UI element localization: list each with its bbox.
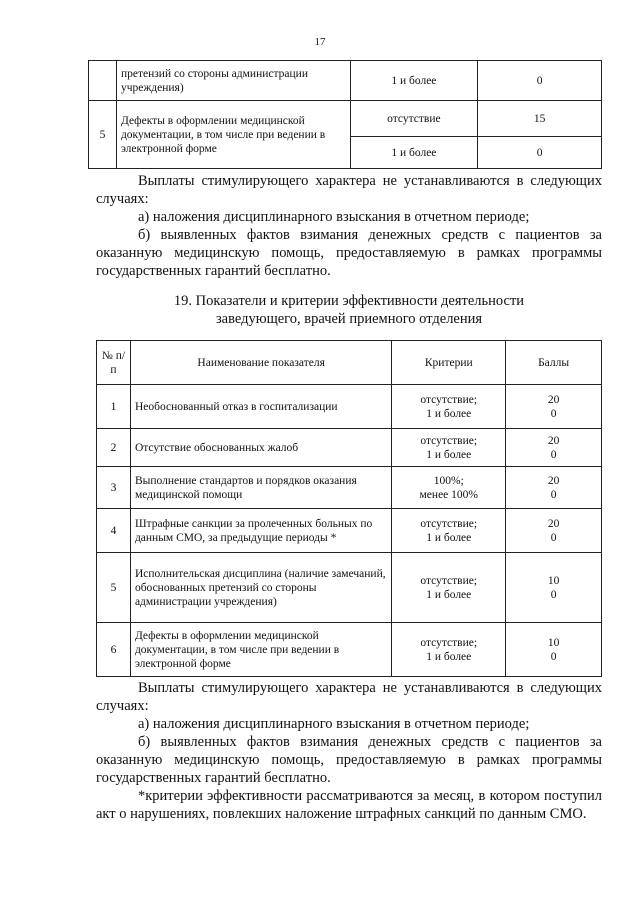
table-row [97,467,602,509]
row-num: 5 [97,553,131,623]
header-criteria: Критерии [392,341,506,385]
table-row [97,509,602,553]
row-name: претензий со стороны администрации учреждения) [116,61,350,101]
row-num: 5 [89,101,117,169]
table-header [97,341,602,385]
row-criteria: 1 и более [350,61,478,101]
paragraph: а) наложения дисциплинарного взыскания в отчетном периоде; [138,716,530,732]
header-score: Баллы [506,341,602,385]
row-criteria: отсутствие; 1 и более [392,429,506,467]
row-name: Необоснованный отказ в госпитализации [130,385,391,429]
row-name: Дефекты в оформлении медицинской документации, в том числе при ведении в электронной форме [130,623,391,677]
row-num: 2 [97,429,131,467]
table-row [89,61,602,101]
paragraph: б) выявленных фактов взимания денежных средств с пациентов за оказанную медицинскую помощь, предоставляемую в рамках программы государственных гарантий бесплатно. [96,227,602,279]
table-row [97,385,602,429]
table-row [97,623,602,677]
row-score: 0 [478,137,602,169]
row-score: 0 [478,61,602,101]
header-name: Наименование показателя [130,341,391,385]
row-criteria: отсутствие; 1 и более [392,509,506,553]
paragraph: Выплаты стимулирующего характера не устанавливаются в следующих случаях: [96,680,602,714]
row-num [89,61,117,101]
row-criteria: отсутствие; 1 и более [392,385,506,429]
row-num: 1 [97,385,131,429]
row-criteria: 100%; менее 100% [392,467,506,509]
header-num: № п/п [97,341,131,385]
row-score: 10 0 [506,623,602,677]
row-num: 6 [97,623,131,677]
row-num: 3 [97,467,131,509]
page-number: 17 [314,36,326,48]
row-score: 20 0 [506,429,602,467]
row-name: Дефекты в оформлении медицинской документации, в том числе при ведении в электронной форме [116,101,350,169]
row-criteria: отсутствие; 1 и более [392,553,506,623]
section-heading [96,292,602,328]
table-row [97,429,602,467]
heading-line: заведующего, врачей приемного отделения [215,311,483,327]
paragraph: а) наложения дисциплинарного взыскания в отчетном периоде; [138,209,530,225]
row-score: 20 0 [506,467,602,509]
row-name: Выполнение стандартов и порядков оказания медицинской помощи [130,467,391,509]
row-name: Штрафные санкции за пролеченных больных по данным СМО, за предыдущие периоды * [130,509,391,553]
heading-line: 19. Показатели и критерии эффективности деятельности [173,293,525,309]
row-score: 10 0 [506,553,602,623]
row-num: 4 [97,509,131,553]
row-criteria: отсутствие [350,101,478,137]
paragraph: Выплаты стимулирующего характера не устанавливаются в следующих случаях: [96,173,602,207]
row-name: Отсутствие обоснованных жалоб [130,429,391,467]
paragraph: б) выявленных фактов взимания денежных средств с пациентов за оказанную медицинскую помощь, предоставляемую в рамках программы государственных гарантий бесплатно. [96,734,602,786]
row-criteria: 1 и более [350,137,478,169]
table-row [89,101,602,137]
criteria-table [96,340,602,677]
table-continuation [88,60,602,169]
row-score: 20 0 [506,509,602,553]
row-score: 20 0 [506,385,602,429]
table-row [97,553,602,623]
row-criteria: отсутствие; 1 и более [392,623,506,677]
row-score: 15 [478,101,602,137]
paragraph: *критерии эффективности рассматриваются за месяц, в котором поступил акт о нарушениях, повлекших наложение штрафных санкций по данным СМО. [96,788,602,822]
row-name: Исполнительская дисциплина (наличие замечаний, обоснованных претензий со стороны администрации учреждения) [130,553,391,623]
